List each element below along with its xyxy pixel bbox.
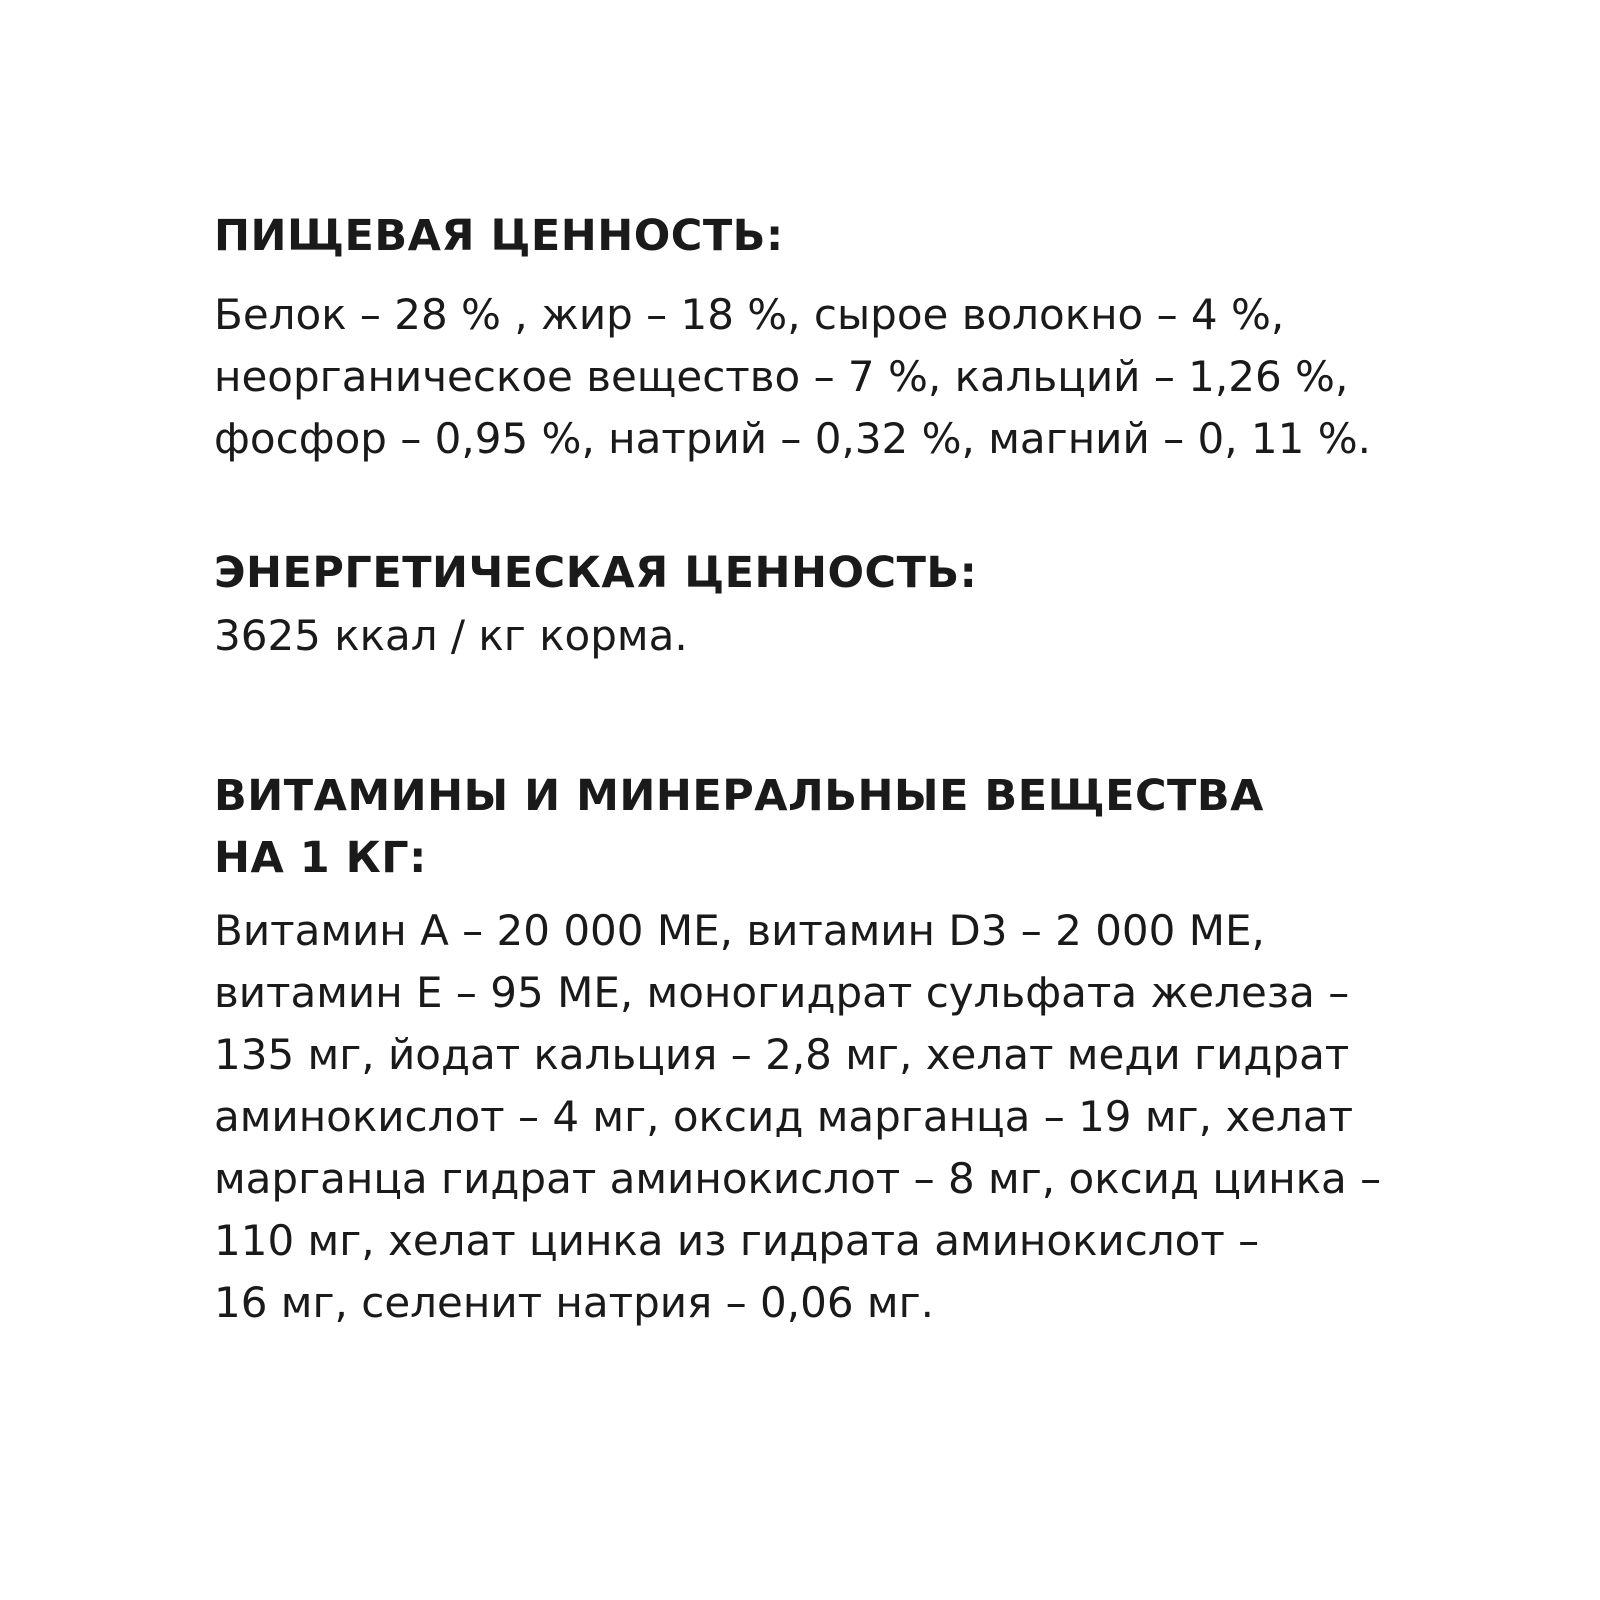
text-line: Витамин A – 20 000 МЕ, витамин D3 – 2 000 МЕ,: [214, 906, 1265, 955]
text-line: фосфор – 0,95 %, натрий – 0,32 %, магний – 0, 11 %.: [214, 414, 1371, 463]
heading-line: НА 1 КГ:: [214, 833, 427, 883]
text-line: 110 мг, хелат цинка из гидрата аминокислот –: [214, 1216, 1260, 1265]
nutritional-value-heading: [214, 205, 784, 267]
text-line: 3625 ккал / кг корма.: [214, 611, 688, 660]
energy-value-text: [214, 605, 688, 667]
text-line: 16 мг, селенит натрия – 0,06 мг.: [214, 1278, 934, 1327]
text-line: неорганическое вещество – 7 %, кальций – 1,26 %,: [214, 352, 1349, 401]
text-line: Белок – 28 % , жир – 18 %, сырое волокно – 4 %,: [214, 290, 1285, 339]
heading-line: ЭНЕРГЕТИЧЕСКАЯ ЦЕННОСТЬ:: [214, 548, 978, 598]
text-line: 135 мг, йодат кальция – 2,8 мг, хелат меди гидрат: [214, 1030, 1350, 1079]
energy-value-heading: [214, 542, 977, 604]
vitamins-minerals-heading: [214, 765, 1264, 889]
heading-line: ВИТАМИНЫ И МИНЕРАЛЬНЫЕ ВЕЩЕСТВА: [214, 771, 1264, 821]
vitamins-minerals-text: [214, 900, 1381, 1334]
text-line: аминокислот – 4 мг, оксид марганца – 19 мг, хелат: [214, 1092, 1354, 1141]
nutritional-value-text: [214, 284, 1371, 470]
heading-line: ПИЩЕВАЯ ЦЕННОСТЬ:: [214, 211, 784, 261]
text-line: витамин E – 95 МЕ, моногидрат сульфата железа –: [214, 968, 1350, 1017]
text-line: марганца гидрат аминокислот – 8 мг, оксид цинка –: [214, 1154, 1382, 1203]
